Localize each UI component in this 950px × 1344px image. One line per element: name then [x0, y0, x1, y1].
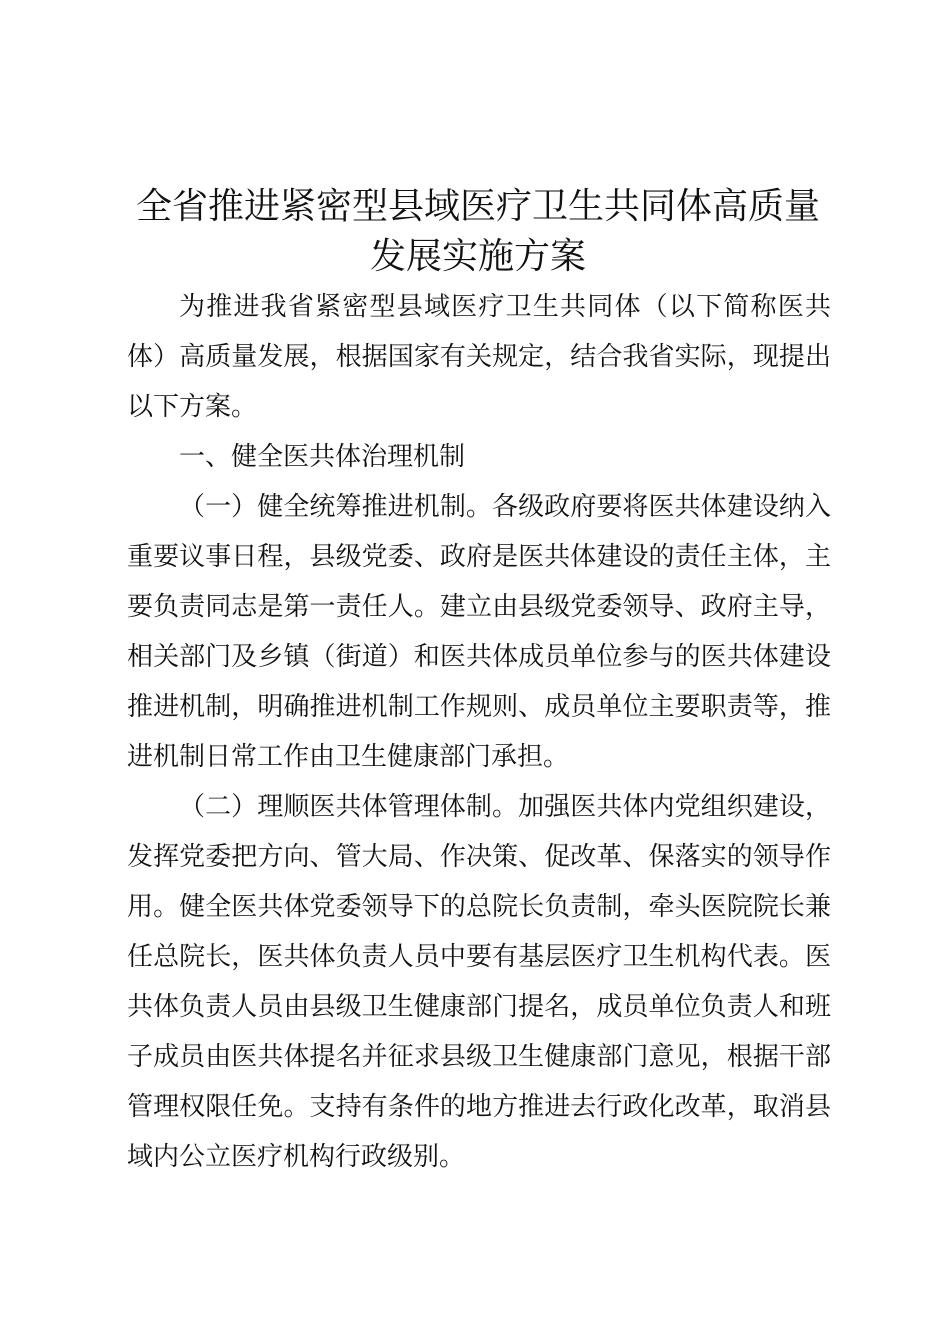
paragraph-1: （一）健全统筹推进机制。各级政府要将医共体建设纳入重要议事日程，县级党委、政府是医共体建设的责任主体，主要负责同志是第一责任人。建立由县级党委领导、政府主导，相关部门及乡镇（街道）和医共体成员单位参与的医共体建设推进机制，明确推进机制工作规则、成员单位主要职责等，推进机制日常工作由卫生健康部门承担。 — [127, 492, 831, 772]
section-heading: 一、健全医共体治理机制 — [179, 442, 466, 472]
document-body — [127, 282, 831, 1182]
intro-paragraph: 为推进我省紧密型县域医疗卫生共同体（以下简称医共体）高质量发展，根据国家有关规定，结合我省实际，现提出以下方案。 — [127, 292, 831, 422]
paragraph-2: （二）理顺医共体管理体制。加强医共体内党组织建设，发挥党委把方向、管大局、作决策、促改革、保落实的领导作用。健全医共体党委领导下的总院长负责制，牵头医院院长兼任总院长，医共体负责人员中要有基层医疗卫生机构代表。医共体负责人员由县级卫生健康部门提名，成员单位负责人和班子成员由医共体提名并征求县级卫生健康部门意见，根据干部管理权限任免。支持有条件的地方推进去行政化改革，取消县域内公立医疗机构行政级别。 — [127, 792, 831, 1172]
document-title: 全省推进紧密型县域医疗卫生共同体高质量发展实施方案 — [135, 186, 820, 277]
